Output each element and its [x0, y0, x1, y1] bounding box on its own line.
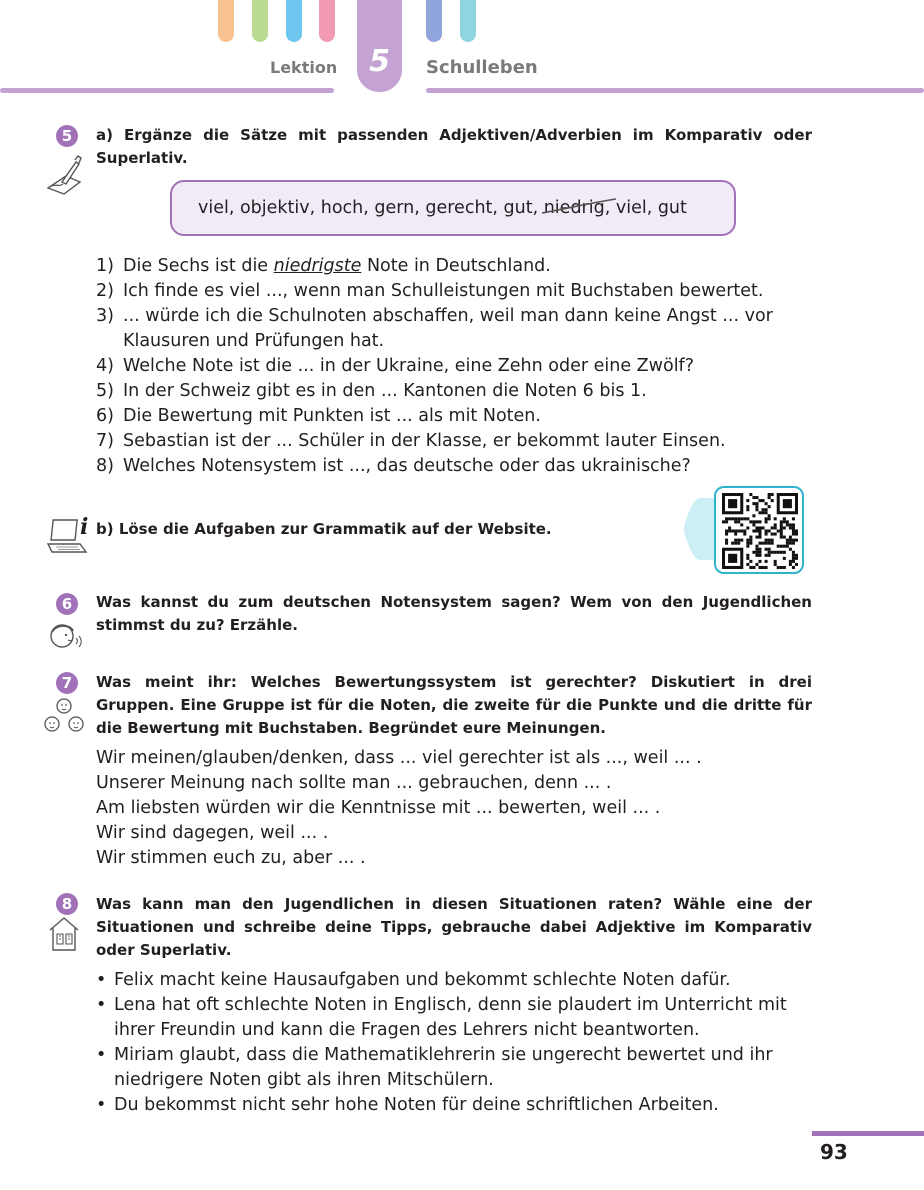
qr-module: [728, 529, 731, 532]
qr-module: [746, 517, 749, 520]
writing-hand-icon: [44, 154, 84, 196]
qr-module: [792, 523, 795, 526]
qr-module: [774, 517, 777, 520]
qr-module: [725, 533, 728, 536]
qr-module: [728, 517, 731, 520]
qr-module: [737, 529, 740, 532]
qr-module: [783, 551, 786, 554]
qr-module: [765, 539, 768, 542]
exercise-number-7: 7: [56, 672, 78, 694]
qr-module: [771, 551, 774, 554]
qr-module: [746, 545, 749, 548]
qr-module: [758, 520, 761, 523]
qr-module: [737, 539, 740, 542]
qr-module: [792, 526, 795, 529]
qr-module: [740, 517, 743, 520]
qr-module: [768, 493, 771, 496]
qr-module: [783, 499, 792, 508]
qr-module: [743, 529, 746, 532]
qr-module: [740, 523, 743, 526]
qr-module: [743, 533, 746, 536]
situation-item: [96, 1093, 816, 1118]
qr-module: [768, 517, 771, 520]
exercise-number-6: 6: [56, 593, 78, 615]
qr-module: [768, 551, 771, 554]
situation-text: Du bekommst nicht sehr hohe Noten für deine schriftlichen Arbeiten.: [114, 1095, 719, 1115]
qr-module: [725, 517, 728, 520]
qr-module: [780, 526, 783, 529]
color-tab: [319, 0, 335, 42]
phrase-line: Wir sind dagegen, weil ... .: [96, 823, 329, 843]
qr-module: [755, 520, 758, 523]
qr-module: [768, 505, 771, 508]
sentence-item: [96, 354, 814, 379]
qr-module: [786, 545, 789, 548]
qr-module: [789, 523, 792, 526]
qr-module: [765, 520, 768, 523]
qr-module: [749, 493, 752, 496]
qr-module: [789, 563, 792, 566]
speaking-head-icon: [46, 620, 82, 652]
sentence-text: Welches Notensystem ist ..., das deutsche oder das ukrainische?: [123, 456, 691, 476]
qr-code-link[interactable]: [714, 486, 804, 574]
qr-code-icon: [722, 493, 798, 569]
phrase-line: Unserer Meinung nach sollte man ... gebrauchen, denn ... .: [96, 773, 612, 793]
qr-module: [792, 539, 795, 542]
qr-module: [792, 557, 795, 560]
qr-module: [755, 554, 758, 557]
qr-module: [780, 520, 783, 523]
qr-module: [758, 529, 761, 532]
qr-module: [795, 554, 798, 557]
qr-module: [768, 539, 771, 542]
word-box-text: viel, objektiv, hoch, gern, gerecht, gut,: [198, 198, 544, 218]
word-box-text-end: , viel, gut: [604, 198, 687, 218]
qr-module: [755, 551, 758, 554]
qr-module: [758, 499, 761, 502]
qr-module: [771, 493, 774, 496]
qr-module: [758, 526, 761, 529]
qr-module: [746, 526, 749, 529]
qr-module: [746, 563, 749, 566]
qr-module: [783, 566, 786, 569]
qr-module: [780, 551, 783, 554]
qr-module: [789, 548, 792, 551]
qr-module: [737, 517, 740, 520]
qr-module: [755, 545, 758, 548]
qr-module: [762, 511, 765, 514]
qr-module: [740, 529, 743, 532]
qr-module: [777, 529, 780, 532]
qr-module: [774, 526, 777, 529]
situation-text: Miriam glaubt, dass die Mathematiklehrerin sie ungerecht bewertet und ihr niedrigere Noten gibt als ihren Mitschülern.: [114, 1045, 773, 1090]
sentence-list: [96, 254, 814, 479]
sentence-number: 3): [96, 306, 114, 326]
qr-module: [774, 560, 777, 563]
qr-module: [783, 520, 786, 523]
qr-module: [789, 526, 792, 529]
qr-module: [768, 514, 771, 517]
qr-module: [783, 545, 786, 548]
chapter-title: Schulleben: [426, 57, 538, 78]
exercise-5a-instruction: a) Ergänze die Sätze mit passenden Adjektiven/Adverbien im Komparativ oder Superlativ.: [96, 126, 812, 167]
sentence-text-end: Note in Deutschland.: [361, 256, 551, 276]
sentence-item: [96, 304, 814, 354]
qr-module: [771, 526, 774, 529]
qr-module: [731, 529, 734, 532]
qr-module: [752, 514, 755, 517]
qr-module: [780, 523, 783, 526]
qr-module: [789, 539, 792, 542]
qr-module: [786, 523, 789, 526]
qr-module: [780, 536, 783, 539]
sentence-number: 4): [96, 356, 114, 376]
qr-module: [737, 520, 740, 523]
qr-module: [743, 517, 746, 520]
qr-module: [765, 502, 768, 505]
qr-module: [768, 548, 771, 551]
qr-module: [752, 551, 755, 554]
sentence-number: 8): [96, 456, 114, 476]
qr-module: [749, 539, 752, 542]
qr-module: [768, 529, 771, 532]
qr-module: [771, 539, 774, 542]
bullet-mark: •: [96, 1045, 107, 1065]
header-rule-right: [426, 88, 924, 93]
qr-module: [731, 542, 734, 545]
header-rule-left: [0, 88, 334, 93]
qr-module: [746, 505, 749, 508]
exercise-8-instruction: Was kann man den Jugendlichen in diesen Situationen raten? Wähle eine der Situationen und schreibe deine Tipps, gebrauche dabei Adjektive im Komparativ oder Superlativ.: [96, 895, 812, 959]
word-box: [170, 180, 736, 236]
qr-module: [734, 520, 737, 523]
sentence-item: [96, 404, 814, 429]
qr-module: [752, 523, 755, 526]
qr-module: [752, 566, 755, 569]
qr-module: [758, 566, 761, 569]
qr-module: [762, 566, 765, 569]
qr-module: [746, 539, 749, 542]
color-tab: [426, 0, 442, 42]
qr-module: [758, 511, 761, 514]
qr-module: [758, 542, 761, 545]
qr-module: [725, 542, 728, 545]
qr-module: [755, 548, 758, 551]
qr-module: [789, 536, 792, 539]
situation-item: [96, 993, 816, 1043]
qr-module: [765, 517, 768, 520]
sentence-text: Die Sechs ist die: [123, 256, 274, 276]
qr-module: [774, 563, 777, 566]
qr-module: [746, 554, 749, 557]
laptop-info-icon: [46, 512, 92, 556]
qr-module: [765, 566, 768, 569]
qr-module: [740, 539, 743, 542]
phrase-line: Wir meinen/glauben/denken, dass ... viel gerechter ist als ..., weil ... .: [96, 748, 702, 768]
qr-module: [786, 539, 789, 542]
bullet-mark: •: [96, 1095, 107, 1115]
qr-module: [765, 560, 768, 563]
sentence-number: 5): [96, 381, 114, 401]
qr-module: [746, 508, 749, 511]
qr-module: [792, 560, 795, 563]
qr-module: [771, 533, 774, 536]
page-number: 93: [820, 1140, 848, 1164]
qr-module: [749, 560, 752, 563]
situation-text: Lena hat oft schlechte Noten in Englisch, denn sie plaudert im Unterricht mit ihrer Freundin und kann die Fragen des Lehrers nicht beantworten.: [114, 995, 787, 1040]
qr-module: [734, 533, 737, 536]
qr-module: [780, 533, 783, 536]
qr-module: [746, 557, 749, 560]
qr-module: [768, 496, 771, 499]
qr-module: [792, 533, 795, 536]
qr-module: [765, 508, 768, 511]
sentence-text: Die Bewertung mit Punkten ist ... als mit Noten.: [123, 406, 541, 426]
qr-module: [755, 496, 758, 499]
qr-module: [765, 529, 768, 532]
sentence-item: [96, 379, 814, 404]
exercise-7-instruction: Was meint ihr: Welches Bewertungssystem ist gerechter? Diskutiert in drei Gruppen. Eine Gruppe ist für die Noten, die zweite für die Punkte und die dritte für die Bewertung mit Buchstaben. Begründet eure Meinungen.: [96, 673, 812, 737]
qr-module: [765, 548, 768, 551]
qr-module: [728, 499, 737, 508]
qr-module: [755, 505, 758, 508]
sentence-number: 7): [96, 431, 114, 451]
qr-module: [777, 545, 780, 548]
qr-module: [795, 563, 798, 566]
qr-module: [749, 542, 752, 545]
exercise-number-5: 5: [56, 125, 78, 147]
qr-module: [762, 542, 765, 545]
sentence-text: Sebastian ist der ... Schüler in der Klasse, er bekommt lauter Einsen.: [123, 431, 726, 451]
qr-module: [792, 551, 795, 554]
sentence-number: 2): [96, 281, 114, 301]
qr-module: [722, 520, 725, 523]
qr-module: [789, 542, 792, 545]
qr-module: [758, 536, 761, 539]
color-tab: [218, 0, 234, 42]
sentence-item: [96, 454, 814, 479]
qr-module: [792, 566, 795, 569]
qr-module: [752, 529, 755, 532]
situation-text: Felix macht keine Hausaufgaben und bekommt schlechte Noten dafür.: [114, 970, 731, 990]
situation-list: [96, 968, 816, 1118]
qr-module: [746, 542, 749, 545]
qr-module: [789, 560, 792, 563]
qr-module: [725, 539, 728, 542]
qr-module: [749, 520, 752, 523]
qr-module: [755, 502, 758, 505]
qr-module: [777, 566, 780, 569]
info-letter: i: [80, 514, 89, 540]
color-tab: [252, 0, 268, 42]
qr-module: [758, 560, 761, 563]
color-tab: [286, 0, 302, 42]
qr-module: [795, 539, 798, 542]
qr-module: [780, 566, 783, 569]
sentence-number: 1): [96, 256, 114, 276]
exercise-5b-instruction: b) Löse die Aufgaben zur Grammatik auf der Website.: [96, 520, 552, 538]
sentence-number: 6): [96, 406, 114, 426]
qr-module: [734, 539, 737, 542]
qr-module: [762, 508, 765, 511]
qr-module: [780, 545, 783, 548]
qr-module: [746, 499, 749, 502]
qr-module: [758, 548, 761, 551]
qr-module: [783, 526, 786, 529]
qr-module: [728, 526, 731, 529]
qr-module: [783, 517, 786, 520]
qr-module: [749, 536, 752, 539]
qr-module: [755, 563, 758, 566]
qr-module: [765, 542, 768, 545]
qr-module: [774, 551, 777, 554]
phrase-list: [96, 746, 816, 871]
qr-module: [795, 533, 798, 536]
sentence-text: ... würde ich die Schulnoten abschaffen, weil man dann keine Angst ... vor Klausuren und Prüfungen hat.: [123, 306, 773, 351]
qr-module: [734, 517, 737, 520]
phrase-line: Am liebsten würden wir die Kenntnisse mit ... bewerten, weil ... .: [96, 798, 661, 818]
struck-word-text: niedrig: [543, 198, 605, 218]
qr-module: [755, 526, 758, 529]
color-tab: [460, 0, 476, 42]
qr-module: [725, 520, 728, 523]
strike-line: [540, 197, 618, 217]
qr-module: [734, 542, 737, 545]
qr-module: [728, 554, 737, 563]
qr-module: [783, 536, 786, 539]
qr-module: [795, 557, 798, 560]
qr-module: [731, 517, 734, 520]
lesson-label: Lektion: [270, 58, 338, 77]
qr-module: [765, 533, 768, 536]
qr-module: [786, 542, 789, 545]
qr-module: [771, 542, 774, 545]
qr-module: [780, 529, 783, 532]
sentence-text: Welche Note ist die ... in der Ukraine, eine Zehn oder eine Zwölf?: [123, 356, 695, 376]
group-discussion-icon: [42, 696, 86, 736]
sentence-item: [96, 254, 814, 279]
sentence-item: [96, 429, 814, 454]
bullet-mark: •: [96, 995, 107, 1015]
situation-item: [96, 968, 816, 993]
house-homework-icon: [46, 914, 82, 954]
qr-module: [734, 529, 737, 532]
qr-module: [758, 551, 761, 554]
qr-module: [762, 499, 765, 502]
footer-rule: [812, 1131, 924, 1136]
struck-word: [544, 182, 605, 234]
qr-module: [755, 536, 758, 539]
qr-module: [755, 529, 758, 532]
qr-module: [752, 502, 755, 505]
example-answer: niedrigste: [273, 256, 362, 276]
lesson-number: 5: [369, 44, 390, 79]
situation-item: [96, 1043, 816, 1093]
qr-module: [758, 533, 761, 536]
qr-module: [765, 554, 768, 557]
exercise-6-instruction: Was kannst du zum deutschen Notensystem sagen? Wem von den Jugendlichen stimmst du zu? Erzähle.: [96, 593, 812, 634]
qr-module: [752, 496, 755, 499]
qr-module: [725, 529, 728, 532]
qr-module: [774, 533, 777, 536]
qr-module: [762, 526, 765, 529]
qr-module: [792, 554, 795, 557]
qr-module: [783, 557, 786, 560]
sentence-item: [96, 279, 814, 304]
qr-module: [758, 554, 761, 557]
bullet-mark: •: [96, 970, 107, 990]
qr-module: [752, 520, 755, 523]
exercise-number-8: 8: [56, 893, 78, 915]
qr-module: [768, 542, 771, 545]
qr-module: [792, 542, 795, 545]
qr-module: [737, 542, 740, 545]
sentence-text: In der Schweiz gibt es in den ... Kantonen die Noten 6 bis 1.: [123, 381, 647, 401]
qr-module: [786, 520, 789, 523]
qr-module: [749, 566, 752, 569]
qr-module: [768, 554, 771, 557]
qr-module: [792, 517, 795, 520]
sentence-text: Ich finde es viel ..., wenn man Schulleistungen mit Buchstaben bewertet.: [123, 281, 764, 301]
qr-module: [765, 511, 768, 514]
qr-module: [792, 529, 795, 532]
qr-module: [771, 499, 774, 502]
phrase-line: Wir stimmen euch zu, aber ... .: [96, 848, 366, 868]
lesson-tab: [357, 0, 402, 92]
qr-module: [774, 523, 777, 526]
qr-module: [795, 529, 798, 532]
qr-module: [777, 551, 780, 554]
qr-module: [755, 508, 758, 511]
